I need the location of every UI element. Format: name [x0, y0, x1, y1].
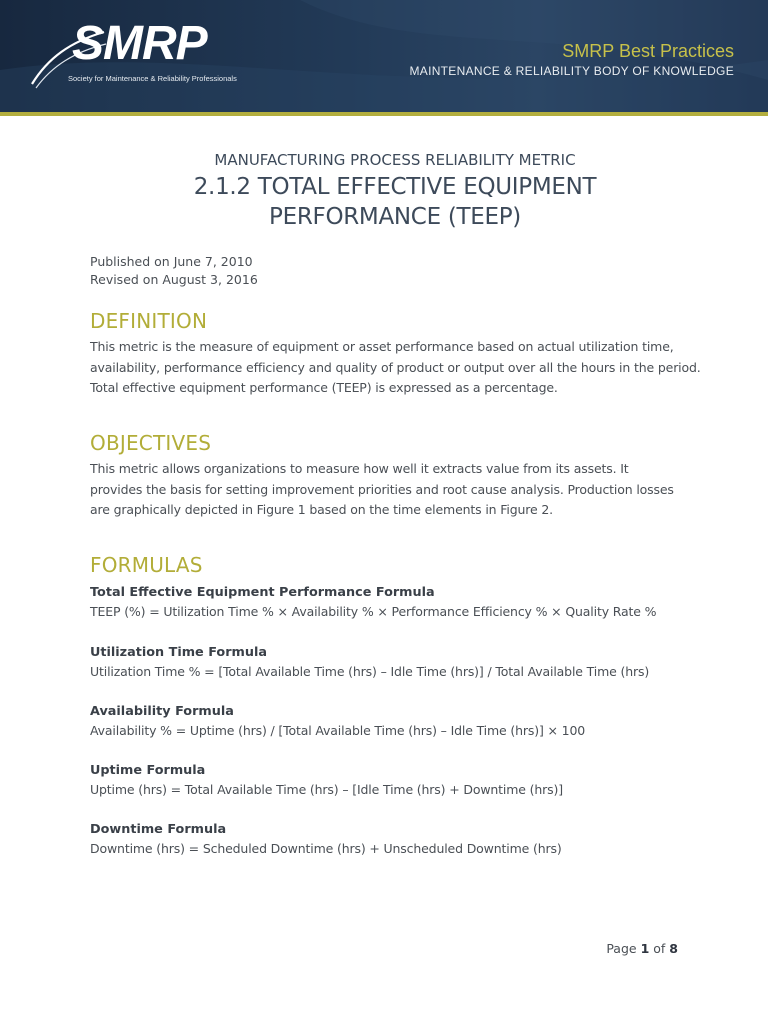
- page-title-line-1: 2.1.2 TOTAL EFFECTIVE EQUIPMENT: [193, 174, 597, 200]
- definition-heading: DEFINITION: [90, 309, 208, 333]
- formulas-heading: FORMULAS: [90, 553, 203, 577]
- formula-title: Uptime Formula: [90, 763, 206, 778]
- page-word: Page: [606, 941, 637, 956]
- formula-text: Uptime (hrs) = Total Available Time (hrs) – [Idle Time (hrs) + Downtime (hrs)]: [90, 782, 563, 797]
- smrp-logo: [30, 17, 250, 94]
- formula-availability: [90, 702, 710, 740]
- definition-paragraph: [90, 337, 710, 399]
- formula-text: Downtime (hrs) = Scheduled Downtime (hrs) + Unscheduled Downtime (hrs): [90, 841, 562, 856]
- formula-utilization-time: [90, 643, 710, 681]
- formula-text: Availability % = Uptime (hrs) / [Total Available Time (hrs) – Idle Time (hrs)] × 100: [90, 723, 586, 738]
- page-of: of: [653, 941, 666, 956]
- page-title: [0, 172, 768, 232]
- definition-line: Total effective equipment performance (TEEP) is expressed as a percentage.: [90, 380, 558, 395]
- best-practices-title: SMRP Best Practices: [562, 41, 734, 61]
- definition-line: This metric is the measure of equipment or asset performance based on actual utilization time,: [90, 339, 674, 354]
- header-right: [409, 40, 734, 78]
- page-total: 8: [669, 941, 678, 956]
- metric-category: MANUFACTURING PROCESS RELIABILITY METRIC: [214, 151, 576, 169]
- published-date: Published on June 7, 2010: [90, 254, 253, 269]
- objectives-line: This metric allows organizations to measure how well it extracts value from its assets. It: [90, 461, 629, 476]
- header-banner: [0, 0, 768, 112]
- banner-gold-rule: [0, 112, 768, 116]
- logo-subtitle: Society for Maintenance & Reliability Professionals: [68, 74, 237, 83]
- formula-teep: [90, 583, 710, 621]
- formula-title: Availability Formula: [90, 704, 234, 719]
- formula-downtime: [90, 820, 710, 858]
- formula-title: Downtime Formula: [90, 822, 227, 837]
- formula-uptime: [90, 761, 710, 799]
- objectives-paragraph: [90, 459, 710, 521]
- formula-text: Utilization Time % = [Total Available Time (hrs) – Idle Time (hrs)] / Total Available Time (hrs): [90, 664, 650, 679]
- revised-date: Revised on August 3, 2016: [90, 272, 258, 287]
- objectives-heading: OBJECTIVES: [90, 431, 212, 455]
- formula-title: Utilization Time Formula: [90, 645, 267, 660]
- page-current: 1: [640, 941, 650, 956]
- formula-title: Total Effective Equipment Performance Formula: [90, 585, 435, 600]
- page-title-line-2: PERFORMANCE (TEEP): [269, 204, 521, 230]
- objectives-line: provides the basis for setting improvement priorities and root cause analysis. Production losses: [90, 481, 674, 497]
- body-of-knowledge: MAINTENANCE & RELIABILITY BODY OF KNOWLEDGE: [409, 64, 734, 78]
- formula-text: TEEP (%) = Utilization Time % × Availability % × Performance Efficiency % × Quality Rate %: [90, 604, 657, 619]
- objectives-line: are graphically depicted in Figure 1 based on the time elements in Figure 2.: [90, 502, 553, 517]
- definition-line: availability, performance efficiency and quality of product or output over all the hours in the period.: [90, 359, 701, 375]
- page-number: [606, 941, 678, 956]
- logo-text: SMRP: [72, 17, 207, 70]
- publication-dates: [90, 253, 710, 289]
